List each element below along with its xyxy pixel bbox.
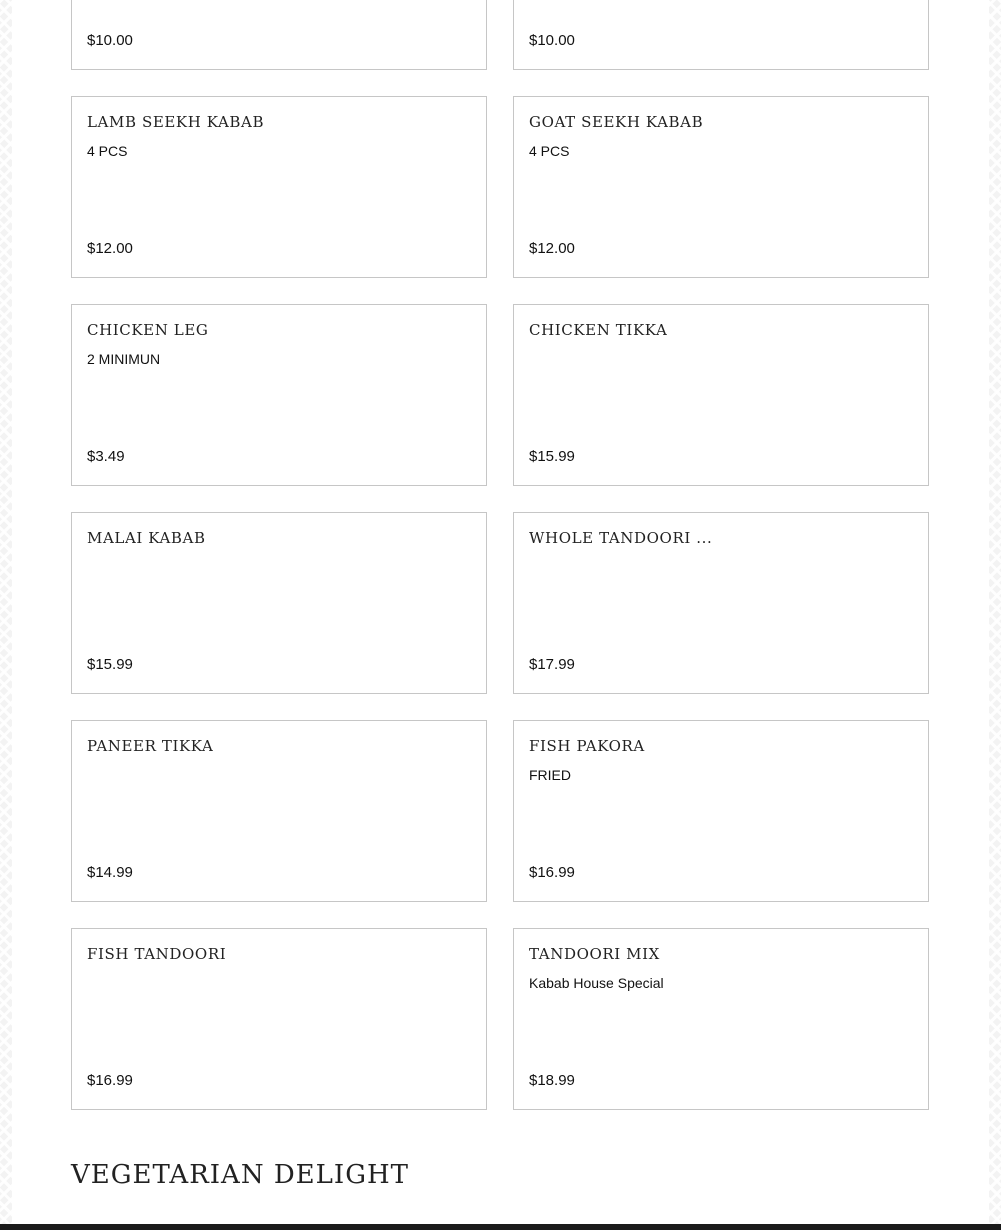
menu-item-price: $15.99: [87, 656, 133, 673]
menu-item-description: Kabab House Special: [529, 975, 664, 991]
menu-item-card[interactable]: [71, 928, 487, 1110]
menu-item-price: $10.00: [529, 32, 575, 49]
section-title: VEGETARIAN DELIGHT: [71, 1160, 409, 1190]
menu-item-card[interactable]: [71, 512, 487, 694]
menu-item-description: 4 PCS: [529, 143, 570, 159]
menu-page: [12, 0, 989, 1230]
menu-item-price: $16.99: [87, 1072, 133, 1089]
menu-item-card[interactable]: [513, 0, 929, 70]
menu-item-description: FRIED: [529, 767, 571, 783]
menu-item-card[interactable]: [513, 928, 929, 1110]
menu-item-price: $18.99: [529, 1072, 575, 1089]
menu-item-card[interactable]: [513, 512, 929, 694]
menu-item-name: FISH TANDOORI: [87, 945, 227, 963]
menu-item-name: FISH PAKORA: [529, 737, 645, 755]
menu-item-price: $12.00: [529, 240, 575, 257]
menu-item-card[interactable]: [71, 720, 487, 902]
menu-item-price: $3.49: [87, 448, 125, 465]
menu-item-name: LAMB SEEKH KABAB: [87, 113, 265, 131]
menu-item-name: MALAI KABAB: [87, 529, 206, 547]
menu-item-price: $10.00: [87, 32, 133, 49]
menu-item-price: $14.99: [87, 864, 133, 881]
menu-item-card[interactable]: [513, 720, 929, 902]
menu-item-price: $16.99: [529, 864, 575, 881]
menu-item-name: CHICKEN LEG: [87, 321, 209, 339]
menu-item-price: $17.99: [529, 656, 575, 673]
bottom-bar: [0, 1224, 1001, 1230]
menu-item-name: GOAT SEEKH KABAB: [529, 113, 704, 131]
menu-item-card[interactable]: [71, 0, 487, 70]
menu-item-name: TANDOORI MIX: [529, 945, 660, 963]
menu-item-name: PANEER TIKKA: [87, 737, 214, 755]
menu-item-description: 4 PCS: [87, 143, 128, 159]
menu-item-card[interactable]: [513, 304, 929, 486]
menu-item-card[interactable]: [513, 96, 929, 278]
menu-item-name: CHICKEN TIKKA: [529, 321, 668, 339]
menu-item-price: $15.99: [529, 448, 575, 465]
menu-item-price: $12.00: [87, 240, 133, 257]
menu-item-card[interactable]: [71, 304, 487, 486]
menu-item-description: 2 MINIMUN: [87, 351, 161, 367]
menu-item-card[interactable]: [71, 96, 487, 278]
menu-item-name: WHOLE TANDOORI ...: [529, 529, 713, 547]
